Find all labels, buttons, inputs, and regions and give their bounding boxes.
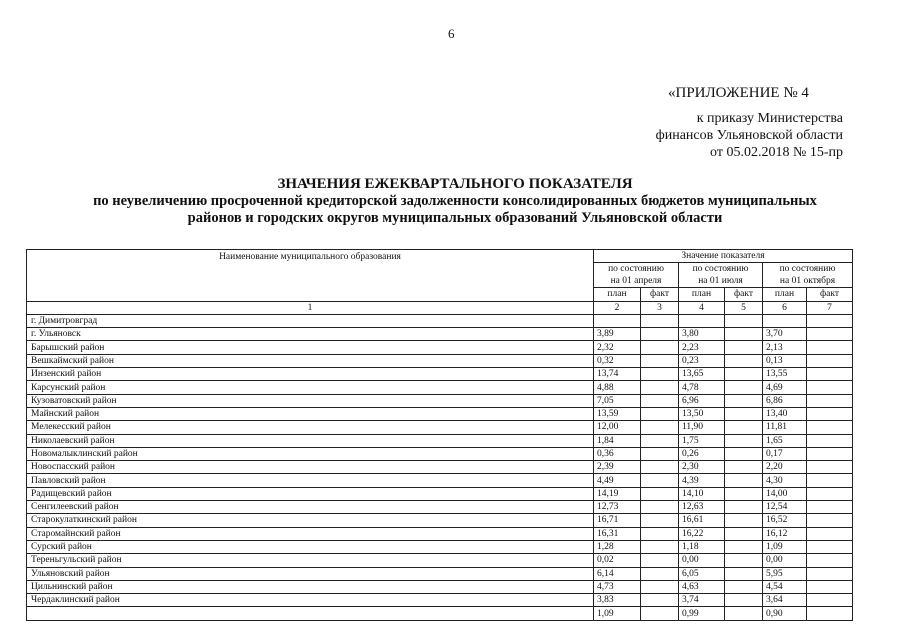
april-fact-value bbox=[641, 501, 679, 514]
july-fact-value bbox=[725, 501, 763, 514]
october-fact-value bbox=[807, 514, 853, 527]
column-number: 5 bbox=[725, 301, 763, 314]
july-plan-value: 0,00 bbox=[679, 554, 725, 567]
table-row bbox=[27, 487, 853, 500]
october-fact-value bbox=[807, 328, 853, 341]
october-plan-value: 5,95 bbox=[763, 567, 807, 580]
table-row bbox=[27, 607, 853, 620]
april-plan-value: 0,02 bbox=[594, 554, 641, 567]
july-fact-value bbox=[725, 580, 763, 593]
october-fact-value bbox=[807, 354, 853, 367]
indicator-table bbox=[26, 249, 853, 621]
period-header-line: по состоянию bbox=[779, 264, 836, 275]
fact-header: факт bbox=[807, 288, 853, 301]
april-fact-value bbox=[641, 354, 679, 367]
table-row bbox=[27, 381, 853, 394]
july-fact-value bbox=[725, 421, 763, 434]
period-header-line: по состоянию bbox=[608, 264, 664, 275]
municipality-name: Старокулаткинский район bbox=[27, 514, 594, 527]
april-plan-value: 2,39 bbox=[594, 461, 641, 474]
municipality-name: Инзенский район bbox=[27, 368, 594, 381]
july-plan-value: 4,78 bbox=[679, 381, 725, 394]
table-row bbox=[27, 394, 853, 407]
october-plan-value: 6,86 bbox=[763, 394, 807, 407]
july-plan-value: 1,75 bbox=[679, 434, 725, 447]
july-fact-value bbox=[725, 381, 763, 394]
order-line: финансов Ульяновской области bbox=[655, 128, 843, 143]
july-fact-value bbox=[725, 328, 763, 341]
july-fact-value bbox=[725, 394, 763, 407]
value-column-header: Значение показателя bbox=[594, 250, 853, 263]
order-line: от 05.02.2018 № 15-пр bbox=[710, 145, 843, 160]
october-plan-value: 13,55 bbox=[763, 368, 807, 381]
april-plan-value: 16,71 bbox=[594, 514, 641, 527]
municipality-name: Сенгилеевский район bbox=[27, 501, 594, 514]
october-plan-value: 12,54 bbox=[763, 501, 807, 514]
april-plan-value: 1,84 bbox=[594, 434, 641, 447]
table-row bbox=[27, 447, 853, 460]
october-fact-value bbox=[807, 501, 853, 514]
april-plan-value: 13,59 bbox=[594, 407, 641, 420]
column-number: 6 bbox=[763, 301, 807, 314]
october-plan-value: 0,17 bbox=[763, 447, 807, 460]
april-fact-value bbox=[641, 567, 679, 580]
july-fact-value bbox=[725, 461, 763, 474]
municipality-name: г. Ульяновск bbox=[27, 328, 594, 341]
october-fact-value bbox=[807, 461, 853, 474]
july-fact-value bbox=[725, 554, 763, 567]
april-fact-value bbox=[641, 594, 679, 607]
april-plan-value: 1,09 bbox=[594, 607, 641, 620]
period-header-april bbox=[594, 263, 679, 288]
period-header-line: по состоянию bbox=[692, 264, 749, 275]
july-plan-value bbox=[679, 314, 725, 327]
april-plan-value: 0,36 bbox=[594, 447, 641, 460]
october-plan-value: 14,00 bbox=[763, 487, 807, 500]
april-fact-value bbox=[641, 421, 679, 434]
july-plan-value: 2,23 bbox=[679, 341, 725, 354]
april-plan-value: 6,14 bbox=[594, 567, 641, 580]
municipality-name: Ульяновский район bbox=[27, 567, 594, 580]
july-plan-value: 16,22 bbox=[679, 527, 725, 540]
period-header-october bbox=[763, 263, 853, 288]
july-fact-value bbox=[725, 354, 763, 367]
october-plan-value: 11,81 bbox=[763, 421, 807, 434]
july-plan-value: 3,80 bbox=[679, 328, 725, 341]
july-plan-value: 4,39 bbox=[679, 474, 725, 487]
municipality-name: Новомалыклинский район bbox=[27, 447, 594, 460]
october-plan-value: 2,20 bbox=[763, 461, 807, 474]
title-line: районов и городских округов муниципальных образований Ульяновской области bbox=[187, 210, 723, 226]
october-plan-value: 2,13 bbox=[763, 341, 807, 354]
table-row bbox=[27, 314, 853, 327]
july-fact-value bbox=[725, 594, 763, 607]
municipality-name: Тереньгульский район bbox=[27, 554, 594, 567]
table-row bbox=[27, 341, 853, 354]
municipality-name: Новоспасский район bbox=[27, 461, 594, 474]
table-row bbox=[27, 354, 853, 367]
july-plan-value: 0,23 bbox=[679, 354, 725, 367]
table-row bbox=[27, 461, 853, 474]
october-fact-value bbox=[807, 434, 853, 447]
october-fact-value bbox=[807, 580, 853, 593]
april-plan-value: 16,31 bbox=[594, 527, 641, 540]
plan-header: план bbox=[679, 288, 725, 301]
october-plan-value: 16,52 bbox=[763, 514, 807, 527]
october-plan-value: 16,12 bbox=[763, 527, 807, 540]
municipality-name: Николаевский район bbox=[27, 434, 594, 447]
april-plan-value: 12,73 bbox=[594, 501, 641, 514]
october-plan-value: 4,54 bbox=[763, 580, 807, 593]
column-number: 2 bbox=[594, 301, 641, 314]
april-plan-value: 3,89 bbox=[594, 328, 641, 341]
october-plan-value: 1,65 bbox=[763, 434, 807, 447]
title-line: ЗНАЧЕНИЯ ЕЖЕКВАРТАЛЬНОГО ПОКАЗАТЕЛЯ bbox=[277, 176, 633, 192]
july-plan-value: 13,65 bbox=[679, 368, 725, 381]
october-fact-value bbox=[807, 474, 853, 487]
october-fact-value bbox=[807, 381, 853, 394]
july-fact-value bbox=[725, 487, 763, 500]
july-fact-value bbox=[725, 407, 763, 420]
october-fact-value bbox=[807, 447, 853, 460]
october-plan-value: 13,40 bbox=[763, 407, 807, 420]
october-plan-value bbox=[763, 314, 807, 327]
july-plan-value: 11,90 bbox=[679, 421, 725, 434]
column-number: 1 bbox=[27, 301, 594, 314]
october-plan-value: 0,13 bbox=[763, 354, 807, 367]
april-fact-value bbox=[641, 540, 679, 553]
fact-header: факт bbox=[641, 288, 679, 301]
july-plan-value: 6,05 bbox=[679, 567, 725, 580]
table-row bbox=[27, 567, 853, 580]
table-row bbox=[27, 368, 853, 381]
municipality-name: Майнский район bbox=[27, 407, 594, 420]
municipality-name: Сурский район bbox=[27, 540, 594, 553]
municipality-name: Цильнинский район bbox=[27, 580, 594, 593]
april-fact-value bbox=[641, 527, 679, 540]
july-plan-value: 16,61 bbox=[679, 514, 725, 527]
april-plan-value: 4,88 bbox=[594, 381, 641, 394]
october-fact-value bbox=[807, 421, 853, 434]
april-fact-value bbox=[641, 514, 679, 527]
april-plan-value bbox=[594, 314, 641, 327]
april-plan-value: 0,32 bbox=[594, 354, 641, 367]
table-row bbox=[27, 421, 853, 434]
column-number: 3 bbox=[641, 301, 679, 314]
order-line: к приказу Министерства bbox=[696, 111, 843, 126]
october-fact-value bbox=[807, 407, 853, 420]
table-row bbox=[27, 407, 853, 420]
april-fact-value bbox=[641, 580, 679, 593]
april-plan-value: 4,73 bbox=[594, 580, 641, 593]
april-plan-value: 14,19 bbox=[594, 487, 641, 500]
april-fact-value bbox=[641, 314, 679, 327]
april-fact-value bbox=[641, 368, 679, 381]
october-fact-value bbox=[807, 527, 853, 540]
municipality-name: Радищевский район bbox=[27, 487, 594, 500]
plan-header: план bbox=[594, 288, 641, 301]
municipality-name: Карсунский район bbox=[27, 381, 594, 394]
april-plan-value: 7,05 bbox=[594, 394, 641, 407]
april-fact-value bbox=[641, 381, 679, 394]
july-plan-value: 12,63 bbox=[679, 501, 725, 514]
april-fact-value bbox=[641, 394, 679, 407]
april-fact-value bbox=[641, 487, 679, 500]
table-row bbox=[27, 540, 853, 553]
october-plan-value: 3,70 bbox=[763, 328, 807, 341]
october-fact-value bbox=[807, 540, 853, 553]
table-row bbox=[27, 501, 853, 514]
document-title bbox=[60, 176, 850, 227]
july-plan-value: 3,74 bbox=[679, 594, 725, 607]
april-plan-value: 13,74 bbox=[594, 368, 641, 381]
july-fact-value bbox=[725, 434, 763, 447]
april-plan-value: 4,49 bbox=[594, 474, 641, 487]
column-number: 4 bbox=[679, 301, 725, 314]
july-fact-value bbox=[725, 567, 763, 580]
july-fact-value bbox=[725, 474, 763, 487]
municipality-name: Старомайнский район bbox=[27, 527, 594, 540]
july-fact-value bbox=[725, 514, 763, 527]
july-plan-value: 6,96 bbox=[679, 394, 725, 407]
table-row bbox=[27, 474, 853, 487]
april-plan-value: 2,32 bbox=[594, 341, 641, 354]
april-plan-value: 12,00 bbox=[594, 421, 641, 434]
april-fact-value bbox=[641, 554, 679, 567]
order-reference bbox=[656, 110, 843, 161]
appendix-title: «ПРИЛОЖЕНИЕ № 4 bbox=[668, 85, 809, 101]
october-fact-value bbox=[807, 394, 853, 407]
municipality-name: Чердаклинский район bbox=[27, 594, 594, 607]
period-header-line: на 01 октября bbox=[779, 276, 836, 287]
october-fact-value bbox=[807, 341, 853, 354]
municipality-name: Барышский район bbox=[27, 341, 594, 354]
title-line: по неувеличению просроченной кредиторской задолженности консолидированных бюджетов муниципальных bbox=[93, 193, 817, 209]
october-plan-value: 4,69 bbox=[763, 381, 807, 394]
october-fact-value bbox=[807, 554, 853, 567]
municipality-name: Мелекесский район bbox=[27, 421, 594, 434]
table-row bbox=[27, 434, 853, 447]
table-row bbox=[27, 514, 853, 527]
municipality-name bbox=[27, 607, 594, 620]
period-header-july bbox=[679, 263, 763, 288]
municipality-name: Павловский район bbox=[27, 474, 594, 487]
municipality-name: Кузоватовский район bbox=[27, 394, 594, 407]
july-plan-value: 0,26 bbox=[679, 447, 725, 460]
plan-header: план bbox=[763, 288, 807, 301]
table-row bbox=[27, 554, 853, 567]
july-fact-value bbox=[725, 368, 763, 381]
july-plan-value: 13,50 bbox=[679, 407, 725, 420]
table-body bbox=[27, 314, 853, 620]
period-header-line: на 01 апреля bbox=[610, 276, 662, 287]
july-plan-value: 1,18 bbox=[679, 540, 725, 553]
period-header-line: на 01 июля bbox=[698, 276, 743, 287]
october-plan-value: 4,30 bbox=[763, 474, 807, 487]
july-plan-value: 0,99 bbox=[679, 607, 725, 620]
october-fact-value bbox=[807, 607, 853, 620]
july-fact-value bbox=[725, 447, 763, 460]
october-fact-value bbox=[807, 314, 853, 327]
name-column-header: Наименование муниципального образования bbox=[27, 250, 594, 302]
october-fact-value bbox=[807, 594, 853, 607]
october-fact-value bbox=[807, 487, 853, 500]
october-plan-value: 0,90 bbox=[763, 607, 807, 620]
july-plan-value: 4,63 bbox=[679, 580, 725, 593]
july-plan-value: 2,30 bbox=[679, 461, 725, 474]
october-fact-value bbox=[807, 368, 853, 381]
july-plan-value: 14,10 bbox=[679, 487, 725, 500]
july-fact-value bbox=[725, 540, 763, 553]
april-fact-value bbox=[641, 341, 679, 354]
october-plan-value: 3,64 bbox=[763, 594, 807, 607]
municipality-name: Вешкаймский район bbox=[27, 354, 594, 367]
july-fact-value bbox=[725, 607, 763, 620]
april-plan-value: 3,83 bbox=[594, 594, 641, 607]
april-plan-value: 1,28 bbox=[594, 540, 641, 553]
april-fact-value bbox=[641, 607, 679, 620]
column-number: 7 bbox=[807, 301, 853, 314]
table-row bbox=[27, 328, 853, 341]
october-plan-value: 0,00 bbox=[763, 554, 807, 567]
fact-header: факт bbox=[725, 288, 763, 301]
table-row bbox=[27, 580, 853, 593]
october-fact-value bbox=[807, 567, 853, 580]
april-fact-value bbox=[641, 447, 679, 460]
april-fact-value bbox=[641, 461, 679, 474]
page-number: 6 bbox=[448, 26, 455, 41]
april-fact-value bbox=[641, 407, 679, 420]
july-fact-value bbox=[725, 527, 763, 540]
july-fact-value bbox=[725, 314, 763, 327]
table-row bbox=[27, 594, 853, 607]
april-fact-value bbox=[641, 434, 679, 447]
october-plan-value: 1,09 bbox=[763, 540, 807, 553]
july-fact-value bbox=[725, 341, 763, 354]
municipality-name: г. Димитровград bbox=[27, 314, 594, 327]
april-fact-value bbox=[641, 474, 679, 487]
april-fact-value bbox=[641, 328, 679, 341]
table-row bbox=[27, 527, 853, 540]
